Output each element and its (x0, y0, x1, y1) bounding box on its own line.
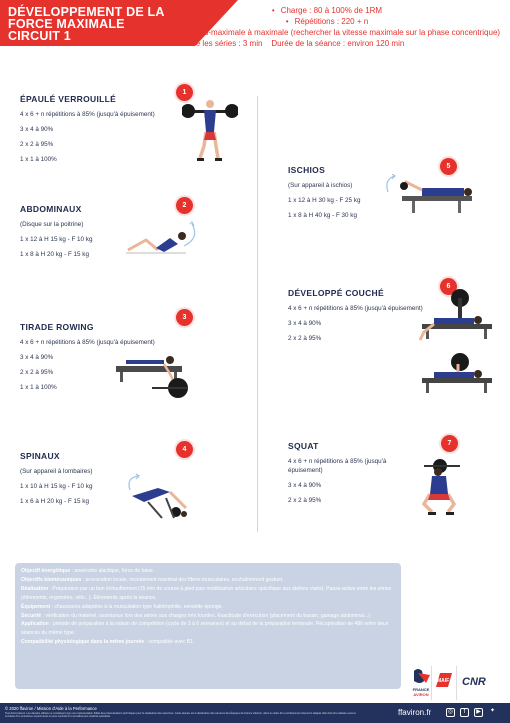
info-line: Compatibilité physiologique dans la même journée : compatible avec B1. (21, 639, 195, 646)
exercise-6: DÉVELOPPÉ COUCHÉ 4 x 6 + n répétitions à 85% (jusqu'à épuisement) 3 x 4 à 90% 2 x 2 à 95% (288, 288, 423, 342)
pause-duration-row (146, 38, 508, 49)
session-info-box (15, 563, 401, 689)
exercise-number-badge: 3 (176, 309, 193, 326)
hamstring-curl-illustration (382, 174, 478, 218)
repetitions-text: • Répétitions : 220 + n (146, 16, 508, 27)
info-line: Sécurité : vérification du matériel, assistance lors des séries aux charges très lourdes. Exactitude d'exécution (placement du bassin, gainage abdominal...) (21, 612, 370, 619)
exercise-7: SQUAT 4 x 6 + n répétitions à 85% (jusqu'à épuisement) 3 x 4 à 90% 2 x 2 à 95% (288, 441, 387, 504)
pause-text: Pause entre les séries : 3 min (157, 39, 263, 48)
info-line: Objectifs biomécaniques : provocation locale, recrutement maximal des fibres musculaires, enchaînement gestuel. (21, 576, 284, 583)
partner-logos-graphic (404, 665, 510, 703)
column-divider (257, 96, 258, 532)
exercise-number-badge: 4 (176, 441, 193, 458)
info-line: Équipement : chaussures adaptées à la musculation type haltérophilie, serviette éponge. (21, 603, 223, 610)
session-parameters (146, 5, 508, 49)
site-link[interactable]: ffaviron.fr (398, 708, 432, 717)
exercise-3: TIRADE ROWING 4 x 6 + n répétitions à 85% (jusqu'à épuisement) 3 x 4 à 90% 2 x 2 à 95% 1 x 1 à 100% (20, 322, 155, 391)
exercise-number-badge: 2 (176, 197, 193, 214)
legal-note: Tout droit réservé. Les dessins utilisés ne constituent que une représentation fidèle des préconisations techniques pour la réalisation des exercices. Cette séance est à destination des rameurs des Équipes de France d'aviron, dans le cadre d'un entraînement intensif et adapté. Elle doit être réalisée sous la conduite d'un entraîneur expérimenté et sous contrôle d'un encadrement médical spécialisé. (5, 712, 356, 719)
exercise-4: SPINAUX (Sur appareil à lombaires) 1 x 10 à H 15 kg - F 10 kg 1 x 6 à H 20 kg - F 15 kg (20, 451, 93, 505)
situp-illustration (120, 218, 212, 258)
exercise-title: ÉPAULÉ VERROUILLÉ (20, 94, 117, 104)
ffa-logo-text: FRANCE AVIRON (412, 687, 430, 697)
sponsor-logos (404, 665, 510, 703)
youtube-icon[interactable]: ▶ (474, 708, 483, 717)
exercise-5: ISCHIOS (Sur appareil à ischios) 1 x 12 à H 30 kg - F 25 kg 1 x 8 à H 40 kg - F 30 kg (288, 165, 361, 219)
info-line: Application : période de préparation à la saison de compétition (cycle de 3 à 6 semaines) et au début de la préparation terminale. Récupération de 48h entre deux séances du même type. (21, 621, 389, 637)
info-line: Objectif énergétique : anaérobie alactique, force de base. (21, 568, 155, 574)
charge-text: • Charge : 80 à 100% de 1RM (146, 5, 508, 16)
page-title: DÉVELOPPEMENT DE LA FORCE MAXIMALE CIRCUIT 1 (8, 5, 165, 43)
back-extension-illustration (118, 472, 198, 524)
exercise-number-badge: 7 (441, 435, 458, 452)
info-line: Réalisation : Préparation par un bon échauffement (15 min de course à pied puis mobilisation articulaire spécifique aux ateliers visés). Pause active entre les séries (étirements, ergomètre, vélo...). Étirements après la séance. (21, 585, 392, 601)
clean-lift-illustration (182, 96, 238, 168)
exercise-1: ÉPAULÉ VERROUILLÉ 4 x 6 + n répétitions à 85% (jusqu'à épuisement) 3 x 4 à 90% 2 x 2 à 95% 1 x 1 à 100% (20, 94, 155, 163)
footer-bar (0, 703, 510, 723)
bench-press-illustration (414, 286, 498, 394)
cnr-logo: CNR (462, 676, 486, 688)
maif-logo: MAIF (437, 678, 450, 684)
exercise-number-badge: 6 (440, 278, 457, 295)
duration-text: Durée de la séance : environ 120 min (271, 39, 405, 48)
instagram-icon[interactable]: ◎ (447, 709, 454, 715)
squat-illustration (414, 456, 470, 520)
copyright: © 2020 ffaviron / Mission d'Aide à la Performance (5, 706, 97, 711)
exercise-2: ABDOMINAUX (Disque sur la poitrine) 1 x 12 à H 15 kg - F 10 kg 1 x 8 à H 20 kg - F 15 kg (20, 204, 93, 258)
exercise-number-badge: 5 (440, 158, 457, 175)
facebook-icon[interactable]: f (460, 708, 469, 717)
twitter-icon[interactable]: ✦ (489, 708, 496, 714)
exercise-number-badge: 1 (176, 84, 193, 101)
vitesse-text: • Vitesse : sub-maximale à maximale (rechercher la vitesse maximale sur la phase concentrique) (146, 27, 508, 38)
rowing-pull-illustration (112, 352, 192, 400)
